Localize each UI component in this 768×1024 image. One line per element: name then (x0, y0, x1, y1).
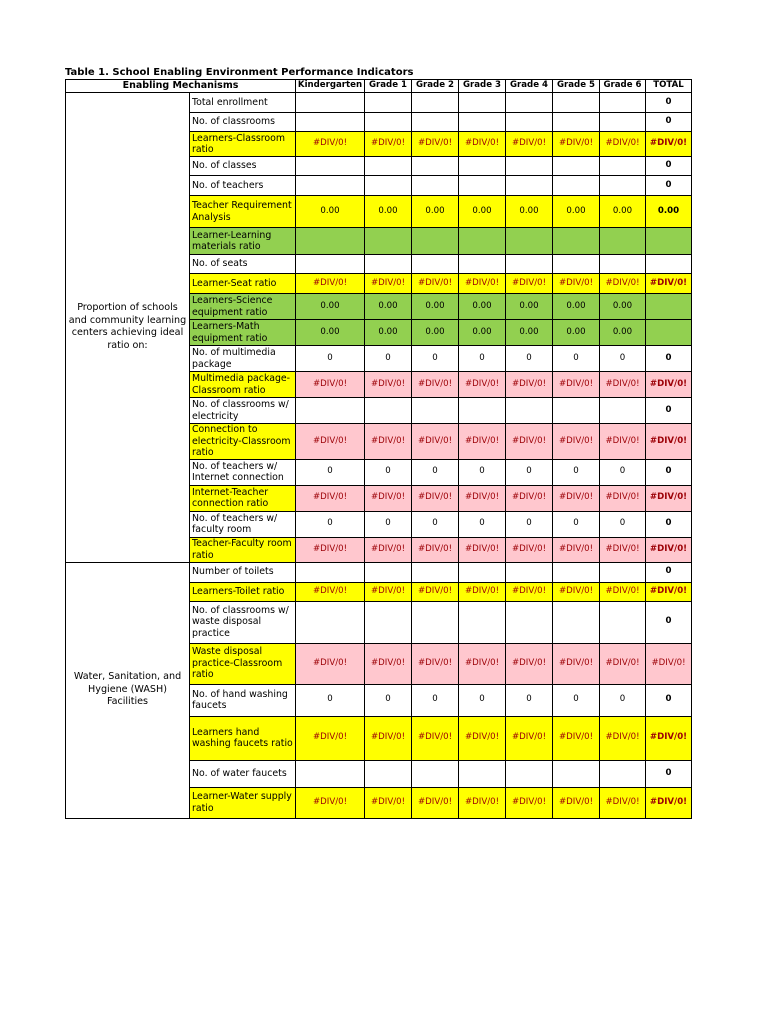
value-cell: 0 (506, 511, 553, 537)
value-cell (553, 398, 600, 424)
value-cell (296, 228, 365, 255)
value-cell (459, 228, 506, 255)
value-cell: #DIV/0! (600, 372, 646, 398)
value-cell (506, 157, 553, 176)
value-cell: 0 (412, 684, 459, 716)
value-cell: 0.00 (553, 320, 600, 346)
value-cell: 0 (553, 684, 600, 716)
value-cell: #DIV/0! (600, 787, 646, 818)
value-cell (506, 562, 553, 582)
value-cell (553, 228, 600, 255)
value-cell (365, 157, 412, 176)
indicator-label: Learners-Classroom ratio (190, 132, 296, 157)
value-cell (412, 228, 459, 255)
value-cell: #DIV/0! (459, 424, 506, 460)
value-cell: 0.00 (459, 294, 506, 320)
value-cell: #DIV/0! (459, 537, 506, 562)
indicator-label: No. of teachers w/ Internet connection (190, 459, 296, 485)
value-cell: 0.00 (296, 196, 365, 228)
value-cell: #DIV/0! (553, 274, 600, 294)
value-cell: #DIV/0! (365, 716, 412, 760)
value-cell: #DIV/0! (412, 274, 459, 294)
value-cell: 0.00 (412, 196, 459, 228)
total-cell: 0 (646, 562, 692, 582)
total-cell: #DIV/0! (646, 274, 692, 294)
value-cell (506, 113, 553, 132)
value-cell: #DIV/0! (365, 372, 412, 398)
value-cell (296, 113, 365, 132)
total-cell: #DIV/0! (646, 787, 692, 818)
value-cell (506, 398, 553, 424)
value-cell (553, 93, 600, 113)
indicator-label: No. of teachers w/ faculty room (190, 511, 296, 537)
value-cell: #DIV/0! (553, 485, 600, 511)
document-sheet (65, 67, 692, 819)
value-cell: 0 (600, 459, 646, 485)
value-cell (459, 113, 506, 132)
total-cell (646, 228, 692, 255)
value-cell: #DIV/0! (600, 274, 646, 294)
value-cell (412, 255, 459, 274)
indicator-label: No. of classrooms w/ electricity (190, 398, 296, 424)
value-cell (553, 113, 600, 132)
value-cell: #DIV/0! (600, 643, 646, 684)
value-cell: 0 (553, 459, 600, 485)
value-cell: 0 (553, 511, 600, 537)
value-cell (600, 228, 646, 255)
value-cell: 0 (365, 511, 412, 537)
total-cell (646, 320, 692, 346)
value-cell: #DIV/0! (506, 582, 553, 601)
value-cell: 0 (600, 346, 646, 372)
indicator-label: Learners-Math equipment ratio (190, 320, 296, 346)
value-cell (600, 176, 646, 196)
value-cell: 0.00 (506, 294, 553, 320)
value-cell (459, 93, 506, 113)
indicator-label: No. of classrooms w/ waste disposal practice (190, 601, 296, 643)
value-cell (365, 760, 412, 787)
value-cell: 0 (296, 346, 365, 372)
indicator-label: No. of classrooms (190, 113, 296, 132)
total-cell: #DIV/0! (646, 485, 692, 511)
value-cell: #DIV/0! (459, 582, 506, 601)
indicator-label: No. of water faucets (190, 760, 296, 787)
value-cell (365, 255, 412, 274)
value-cell: #DIV/0! (506, 424, 553, 460)
value-cell: 0 (600, 511, 646, 537)
value-cell: #DIV/0! (553, 787, 600, 818)
value-cell (506, 255, 553, 274)
value-cell: #DIV/0! (600, 424, 646, 460)
value-cell (506, 176, 553, 196)
value-cell: #DIV/0! (506, 716, 553, 760)
value-cell: 0 (365, 346, 412, 372)
value-cell (600, 93, 646, 113)
total-cell: #DIV/0! (646, 372, 692, 398)
value-cell (296, 601, 365, 643)
value-cell (459, 601, 506, 643)
value-cell (296, 157, 365, 176)
indicator-label: No. of teachers (190, 176, 296, 196)
indicator-label: Learners-Toilet ratio (190, 582, 296, 601)
total-cell: 0 (646, 601, 692, 643)
value-cell: #DIV/0! (412, 132, 459, 157)
value-cell: 0 (296, 684, 365, 716)
value-cell: #DIV/0! (553, 372, 600, 398)
value-cell: #DIV/0! (365, 485, 412, 511)
value-cell (412, 601, 459, 643)
value-cell (459, 157, 506, 176)
value-cell: #DIV/0! (459, 485, 506, 511)
indicator-label: Learners hand washing faucets ratio (190, 716, 296, 760)
value-cell: #DIV/0! (459, 372, 506, 398)
value-cell (412, 398, 459, 424)
value-cell: 0 (296, 511, 365, 537)
total-cell: 0 (646, 511, 692, 537)
indicator-label: No. of hand washing faucets (190, 684, 296, 716)
value-cell: 0 (459, 684, 506, 716)
value-cell: #DIV/0! (600, 716, 646, 760)
value-cell: 0.00 (296, 320, 365, 346)
total-cell: 0 (646, 760, 692, 787)
value-cell: #DIV/0! (296, 643, 365, 684)
value-cell (506, 601, 553, 643)
value-cell (365, 93, 412, 113)
header-col: Grade 6 (600, 80, 646, 93)
value-cell: 0 (553, 346, 600, 372)
value-cell (506, 93, 553, 113)
table-row (66, 562, 692, 582)
value-cell: #DIV/0! (459, 643, 506, 684)
indicator-label: Learner-Water supply ratio (190, 787, 296, 818)
total-cell: #DIV/0! (646, 582, 692, 601)
value-cell: #DIV/0! (459, 716, 506, 760)
value-cell: #DIV/0! (365, 274, 412, 294)
indicator-label: No. of seats (190, 255, 296, 274)
value-cell: #DIV/0! (553, 582, 600, 601)
value-cell (296, 760, 365, 787)
value-cell: 0.00 (365, 294, 412, 320)
group-label: Proportion of schools and community learning centers achieving ideal ratio on: (66, 93, 190, 563)
value-cell (365, 228, 412, 255)
header-col: Grade 4 (506, 80, 553, 93)
total-cell: 0.00 (646, 196, 692, 228)
value-cell (296, 562, 365, 582)
value-cell: 0 (365, 459, 412, 485)
value-cell (365, 562, 412, 582)
total-cell: #DIV/0! (646, 643, 692, 684)
value-cell: 0.00 (600, 196, 646, 228)
total-cell: 0 (646, 113, 692, 132)
value-cell (296, 255, 365, 274)
value-cell (412, 760, 459, 787)
total-cell: #DIV/0! (646, 424, 692, 460)
value-cell (600, 113, 646, 132)
total-cell: 0 (646, 346, 692, 372)
value-cell (365, 113, 412, 132)
value-cell (412, 113, 459, 132)
total-cell: 0 (646, 684, 692, 716)
value-cell: #DIV/0! (412, 582, 459, 601)
value-cell: 0.00 (365, 320, 412, 346)
value-cell (459, 255, 506, 274)
value-cell: #DIV/0! (600, 132, 646, 157)
value-cell: 0.00 (553, 294, 600, 320)
value-cell: 0.00 (412, 294, 459, 320)
value-cell: 0.00 (412, 320, 459, 346)
value-cell (553, 157, 600, 176)
total-cell: 0 (646, 398, 692, 424)
value-cell: #DIV/0! (296, 132, 365, 157)
value-cell: #DIV/0! (296, 716, 365, 760)
value-cell: #DIV/0! (600, 582, 646, 601)
value-cell (459, 562, 506, 582)
value-cell (600, 760, 646, 787)
total-cell: 0 (646, 459, 692, 485)
value-cell: 0 (459, 511, 506, 537)
value-cell: #DIV/0! (459, 787, 506, 818)
value-cell: #DIV/0! (296, 537, 365, 562)
value-cell: #DIV/0! (553, 537, 600, 562)
group-label: Water, Sanitation, and Hygiene (WASH) Facilities (66, 562, 190, 818)
value-cell (600, 157, 646, 176)
value-cell: #DIV/0! (412, 424, 459, 460)
header-col: Grade 3 (459, 80, 506, 93)
value-cell: #DIV/0! (553, 132, 600, 157)
total-cell (646, 294, 692, 320)
value-cell: #DIV/0! (412, 537, 459, 562)
table-row (66, 93, 692, 113)
value-cell: #DIV/0! (459, 274, 506, 294)
value-cell: #DIV/0! (553, 716, 600, 760)
value-cell: 0.00 (459, 196, 506, 228)
value-cell: #DIV/0! (365, 787, 412, 818)
header-enabling-mechanisms: Enabling Mechanisms (66, 80, 296, 93)
value-cell (412, 93, 459, 113)
value-cell: #DIV/0! (412, 643, 459, 684)
value-cell: #DIV/0! (365, 132, 412, 157)
value-cell: 0 (412, 511, 459, 537)
total-cell: 0 (646, 157, 692, 176)
value-cell (506, 760, 553, 787)
indicator-label: Teacher Requirement Analysis (190, 196, 296, 228)
value-cell (600, 398, 646, 424)
value-cell: 0.00 (506, 320, 553, 346)
value-cell: #DIV/0! (600, 485, 646, 511)
value-cell: #DIV/0! (506, 537, 553, 562)
value-cell: #DIV/0! (296, 582, 365, 601)
value-cell: #DIV/0! (296, 787, 365, 818)
value-cell (459, 398, 506, 424)
value-cell: #DIV/0! (296, 372, 365, 398)
value-cell (412, 562, 459, 582)
total-cell: 0 (646, 176, 692, 196)
value-cell (296, 398, 365, 424)
total-cell: 0 (646, 93, 692, 113)
value-cell: #DIV/0! (412, 372, 459, 398)
value-cell: #DIV/0! (412, 787, 459, 818)
value-cell: 0.00 (600, 294, 646, 320)
indicator-label: Teacher-Faculty room ratio (190, 537, 296, 562)
value-cell: #DIV/0! (506, 643, 553, 684)
indicator-label: Learners-Science equipment ratio (190, 294, 296, 320)
value-cell (600, 601, 646, 643)
indicator-label: Number of toilets (190, 562, 296, 582)
indicator-label: Multimedia package-Classroom ratio (190, 372, 296, 398)
value-cell: #DIV/0! (600, 537, 646, 562)
value-cell: #DIV/0! (506, 274, 553, 294)
value-cell: #DIV/0! (506, 485, 553, 511)
value-cell: 0 (600, 684, 646, 716)
value-cell (553, 760, 600, 787)
value-cell: #DIV/0! (296, 485, 365, 511)
header-col: Kindergarten (296, 80, 365, 93)
value-cell: #DIV/0! (506, 132, 553, 157)
value-cell (600, 255, 646, 274)
value-cell: 0 (506, 346, 553, 372)
indicator-label: No. of multimedia package (190, 346, 296, 372)
value-cell: 0.00 (506, 196, 553, 228)
header-col: Grade 2 (412, 80, 459, 93)
indicator-label: Connection to electricity-Classroom ratio (190, 424, 296, 460)
value-cell (412, 157, 459, 176)
total-cell: #DIV/0! (646, 716, 692, 760)
value-cell (296, 93, 365, 113)
value-cell: #DIV/0! (365, 582, 412, 601)
indicator-label: Total enrollment (190, 93, 296, 113)
indicator-label: Internet-Teacher connection ratio (190, 485, 296, 511)
value-cell: #DIV/0! (506, 787, 553, 818)
value-cell: #DIV/0! (296, 274, 365, 294)
total-cell: #DIV/0! (646, 132, 692, 157)
value-cell (365, 601, 412, 643)
value-cell: 0 (365, 684, 412, 716)
value-cell: 0.00 (296, 294, 365, 320)
value-cell: #DIV/0! (553, 643, 600, 684)
value-cell: #DIV/0! (365, 643, 412, 684)
value-cell: 0.00 (365, 196, 412, 228)
total-cell: #DIV/0! (646, 537, 692, 562)
indicator-label: Learner-Learning materials ratio (190, 228, 296, 255)
value-cell: 0 (296, 459, 365, 485)
value-cell (506, 228, 553, 255)
value-cell: #DIV/0! (553, 424, 600, 460)
value-cell (553, 562, 600, 582)
value-cell: 0.00 (553, 196, 600, 228)
value-cell: #DIV/0! (459, 132, 506, 157)
value-cell (459, 760, 506, 787)
table-title: Table 1. School Enabling Environment Performance Indicators (65, 67, 414, 78)
value-cell: #DIV/0! (296, 424, 365, 460)
value-cell: 0 (412, 346, 459, 372)
total-cell (646, 255, 692, 274)
value-cell (600, 562, 646, 582)
value-cell (365, 176, 412, 196)
indicator-label: No. of classes (190, 157, 296, 176)
value-cell: 0.00 (600, 320, 646, 346)
indicator-label: Waste disposal practice-Classroom ratio (190, 643, 296, 684)
value-cell: #DIV/0! (412, 716, 459, 760)
value-cell (296, 176, 365, 196)
value-cell: 0 (459, 346, 506, 372)
header-col: Grade 5 (553, 80, 600, 93)
value-cell: 0 (506, 684, 553, 716)
value-cell: #DIV/0! (412, 485, 459, 511)
header-col: Grade 1 (365, 80, 412, 93)
value-cell: 0 (506, 459, 553, 485)
value-cell (459, 176, 506, 196)
value-cell: 0 (459, 459, 506, 485)
value-cell: #DIV/0! (365, 424, 412, 460)
value-cell: 0 (412, 459, 459, 485)
value-cell (553, 255, 600, 274)
value-cell (412, 176, 459, 196)
value-cell: 0.00 (459, 320, 506, 346)
value-cell (553, 176, 600, 196)
value-cell: #DIV/0! (365, 537, 412, 562)
value-cell (365, 398, 412, 424)
value-cell (553, 601, 600, 643)
indicator-label: Learner-Seat ratio (190, 274, 296, 294)
header-row (66, 80, 692, 93)
header-col-total: TOTAL (646, 80, 692, 93)
indicators-table (65, 79, 692, 819)
value-cell: #DIV/0! (506, 372, 553, 398)
